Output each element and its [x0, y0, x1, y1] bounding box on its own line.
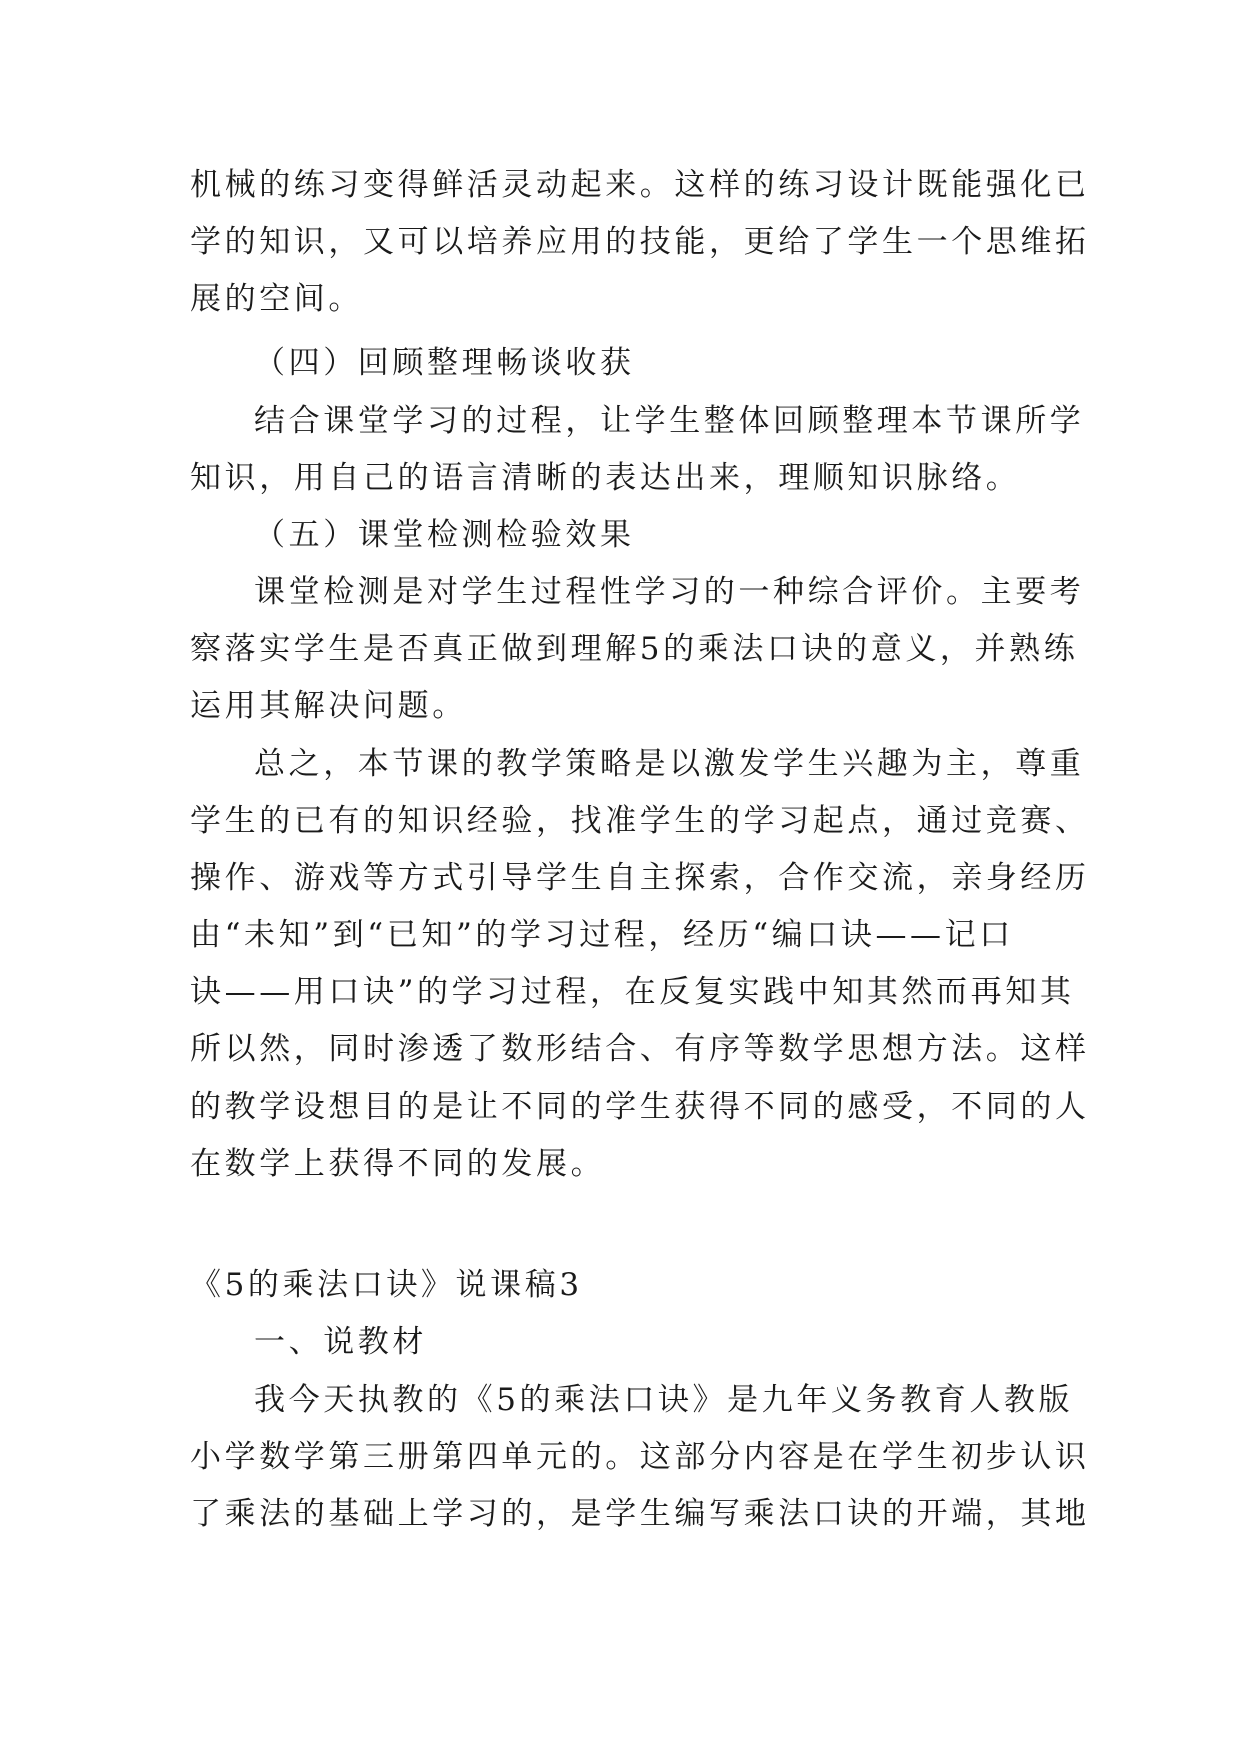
- text-line: 操作、游戏等方式引导学生自主探索，合作交流，亲身经历: [190, 860, 1090, 896]
- text-line: 学的知识，又可以培养应用的技能，更给了学生一个思维拓: [190, 224, 1090, 260]
- text-line: 运用其解决问题。: [190, 688, 467, 724]
- section-heading: 一、说教材: [254, 1324, 427, 1360]
- text-line: 由“未知”到“已知”的学习过程，经历“编口诀——记口: [190, 917, 1014, 953]
- text-line: 了乘法的基础上学习的，是学生编写乘法口诀的开端，其地: [190, 1496, 1090, 1532]
- text-line: 小学数学第三册第四单元的。这部分内容是在学生初步认识: [190, 1439, 1090, 1475]
- text-line: 所以然，同时渗透了数形结合、有序等数学思想方法。这样: [190, 1031, 1090, 1067]
- text-line: 总之，本节课的教学策略是以激发学生兴趣为主，尊重: [254, 746, 1085, 782]
- text-line: 在数学上获得不同的发展。: [190, 1146, 606, 1182]
- text-line: 学生的已有的知识经验，找准学生的学习起点，通过竞赛、: [190, 803, 1090, 839]
- document-title: 《5的乘法口诀》说课稿3: [190, 1267, 583, 1303]
- text-line: 展的空间。: [190, 281, 363, 317]
- text-line: 课堂检测是对学生过程性学习的一种综合评价。主要考: [254, 574, 1085, 610]
- text-line: 机械的练习变得鲜活灵动起来。这样的练习设计既能强化已: [190, 167, 1090, 203]
- section-heading: （四）回顾整理畅谈收获: [254, 345, 635, 381]
- text-line: 诀——用口诀”的学习过程，在反复实践中知其然而再知其: [190, 974, 1075, 1010]
- text-line: 察落实学生是否真正做到理解5的乘法口诀的意义，并熟练: [190, 631, 1079, 667]
- text-line: 结合课堂学习的过程，让学生整体回顾整理本节课所学: [254, 403, 1085, 439]
- text-line: 知识，用自己的语言清晰的表达出来，理顺知识脉络。: [190, 460, 1021, 496]
- text-line: 我今天执教的《5的乘法口诀》是九年义务教育人教版: [254, 1382, 1074, 1418]
- section-heading: （五）课堂检测检验效果: [254, 517, 635, 553]
- text-line: 的教学设想目的是让不同的学生获得不同的感受，不同的人: [190, 1089, 1090, 1125]
